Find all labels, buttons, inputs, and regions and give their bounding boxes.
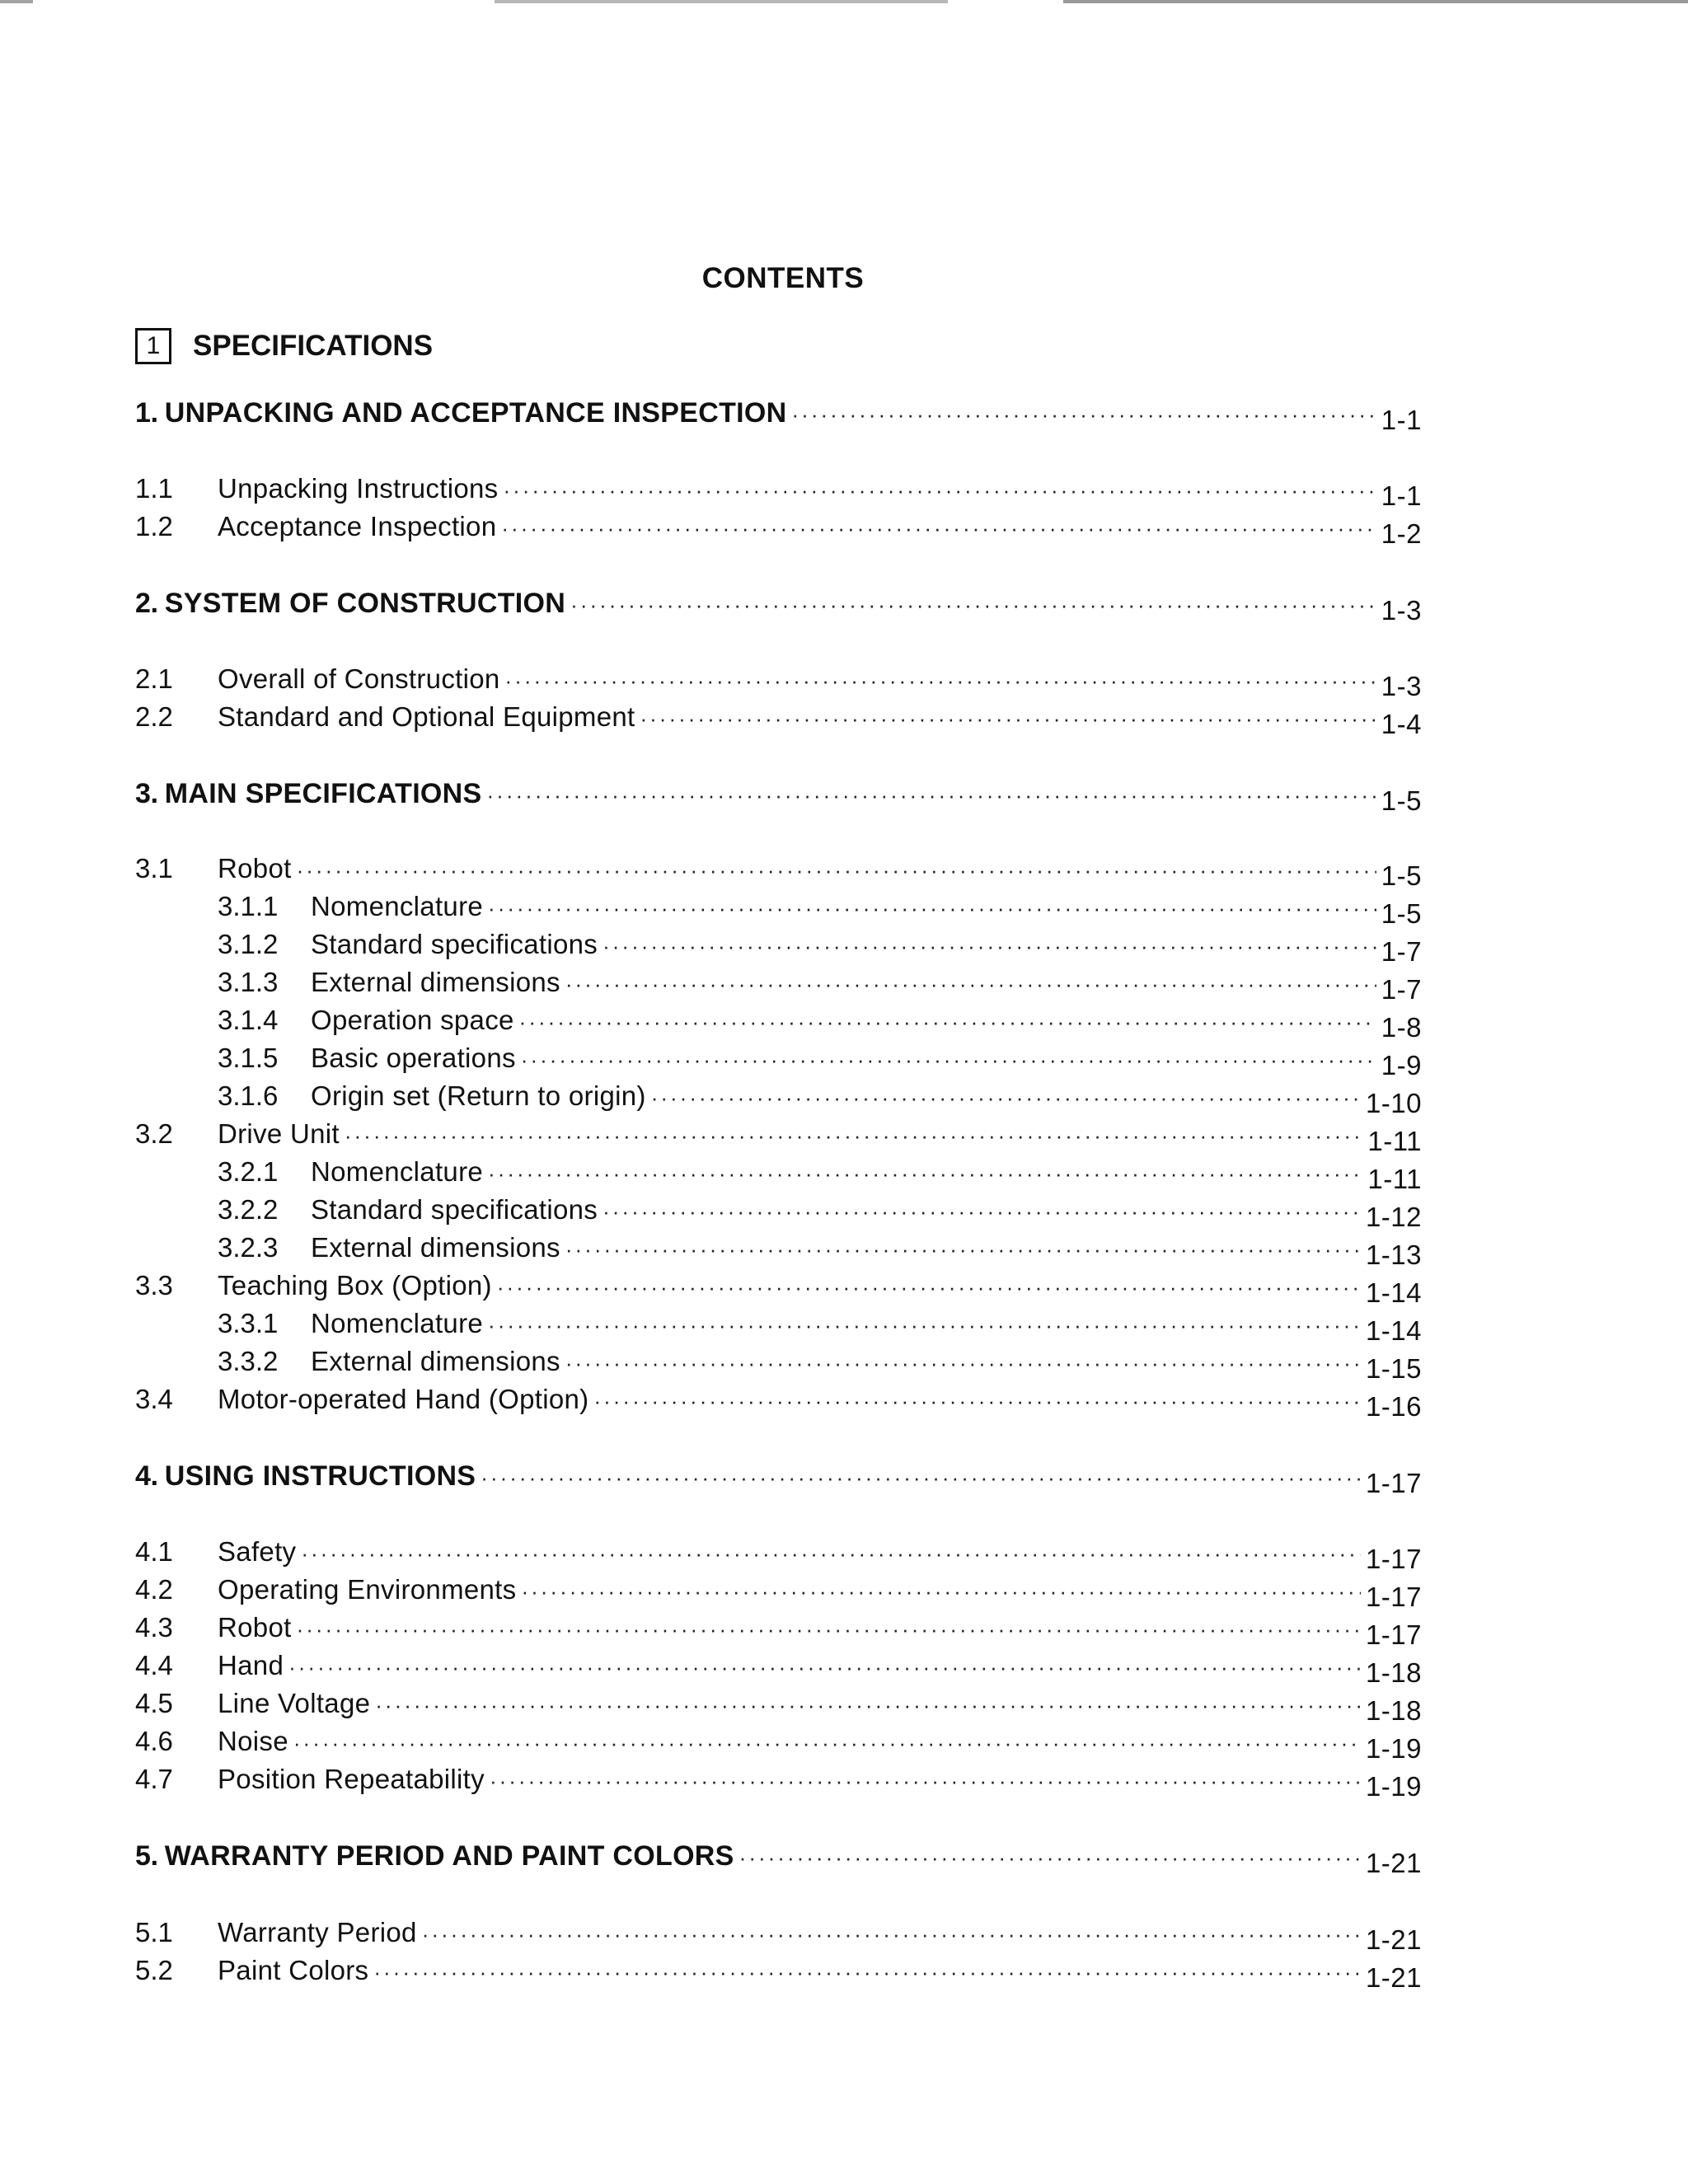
toc-number: 5.: [135, 1840, 158, 1872]
toc-number: 3.1: [135, 853, 173, 883]
toc-number: 3.1.6: [218, 1080, 279, 1111]
toc-label: Nomenclature: [311, 1308, 484, 1338]
toc-number: 1.: [135, 397, 158, 429]
toc-label: Drive Unit: [218, 1118, 340, 1149]
toc-label: SYSTEM OF CONSTRUCTION: [164, 588, 566, 619]
dot-leader: [487, 783, 1376, 808]
toc-page-number: 1-17: [1365, 1619, 1422, 1650]
toc-page-number: 1-2: [1381, 518, 1422, 549]
toc-section-heading[interactable]: [135, 588, 1422, 626]
dot-leader: [297, 1617, 1361, 1643]
toc-number: 3.1.4: [218, 1005, 279, 1035]
dot-leader: [297, 858, 1376, 883]
toc-page-number: 1-19: [1365, 1771, 1422, 1802]
dot-leader: [301, 1541, 1361, 1567]
toc-label: Robot: [218, 1612, 292, 1643]
toc-number: 4.4: [135, 1650, 173, 1680]
toc-page-number: 1-5: [1381, 898, 1422, 929]
toc-subentry[interactable]: [218, 929, 1422, 967]
toc-page-number: 1-11: [1367, 1164, 1422, 1194]
toc-entry[interactable]: [135, 1118, 1422, 1156]
dot-leader: [505, 668, 1376, 694]
toc-number: 4.5: [135, 1688, 173, 1718]
toc-label: MAIN SPECIFICATIONS: [164, 778, 482, 809]
toc-entry[interactable]: [135, 1384, 1422, 1422]
toc-label: Operation space: [311, 1005, 514, 1035]
dot-leader: [651, 1085, 1361, 1111]
toc-subentry[interactable]: [218, 1194, 1422, 1232]
toc-number: 3.2.3: [218, 1232, 279, 1263]
toc-subentry[interactable]: [218, 1156, 1422, 1194]
dot-leader: [792, 402, 1376, 428]
toc-entry[interactable]: [135, 1688, 1422, 1726]
toc-section-heading[interactable]: [135, 1840, 1422, 1878]
toc-page-number: 1-3: [1381, 671, 1422, 701]
toc-entry[interactable]: [135, 1955, 1422, 1993]
toc-page-number: 1-21: [1365, 1848, 1422, 1878]
toc-entry[interactable]: [135, 701, 1422, 739]
toc-entry[interactable]: [135, 473, 1422, 511]
toc-number: 3.1.1: [218, 891, 279, 921]
toc-number: 4.: [135, 1460, 158, 1492]
dot-leader: [503, 478, 1376, 504]
dot-leader: [488, 896, 1376, 921]
toc-page-number: 1-5: [1381, 860, 1422, 891]
dot-leader: [488, 1313, 1361, 1338]
page-title: CONTENTS: [701, 262, 865, 294]
toc-page-number: 1-18: [1365, 1657, 1422, 1688]
toc-page-number: 1-4: [1381, 709, 1422, 739]
dot-leader: [603, 934, 1376, 959]
toc-label: Unpacking Instructions: [218, 473, 499, 504]
dot-leader: [345, 1123, 1363, 1149]
toc-page-number: 1-19: [1365, 1733, 1422, 1764]
toc-number: 1.1: [135, 473, 173, 504]
toc-number: 3.2.2: [218, 1194, 279, 1225]
toc-section-heading[interactable]: [135, 397, 1422, 435]
dot-leader: [481, 1465, 1361, 1491]
dot-leader: [288, 1655, 1361, 1680]
toc-page-number: 1-11: [1367, 1126, 1422, 1156]
toc-label: USING INSTRUCTIONS: [164, 1460, 476, 1492]
toc-label: Position Repeatability: [218, 1764, 485, 1794]
dot-leader: [603, 1199, 1361, 1225]
dot-leader: [521, 1579, 1360, 1605]
toc-label: Standard and Optional Equipment: [218, 701, 635, 732]
toc-number: 5.2: [135, 1955, 173, 1985]
toc-subentry[interactable]: [218, 1308, 1422, 1346]
dot-leader: [739, 1845, 1361, 1871]
toc-entry[interactable]: [135, 511, 1422, 549]
toc-number: 5.1: [135, 1917, 173, 1947]
dot-leader: [422, 1922, 1361, 1947]
toc-entry[interactable]: [135, 1726, 1422, 1764]
toc-entry[interactable]: [135, 1270, 1422, 1308]
toc-number: 3.1.2: [218, 929, 279, 959]
toc-label: External dimensions: [311, 1346, 560, 1376]
dot-leader: [570, 593, 1376, 618]
toc-entry[interactable]: [135, 663, 1422, 701]
toc-page-number: 1-1: [1381, 405, 1422, 435]
toc-page-number: 1-17: [1365, 1544, 1422, 1574]
toc-number: 4.7: [135, 1764, 173, 1794]
toc-page-number: 1-21: [1365, 1962, 1422, 1993]
toc-label: Standard specifications: [311, 1194, 598, 1225]
chapter-heading: [135, 328, 433, 364]
toc-section-heading[interactable]: [135, 1460, 1422, 1498]
toc-entry[interactable]: [135, 853, 1422, 891]
chapter-title: SPECIFICATIONS: [193, 330, 434, 362]
dot-leader: [565, 972, 1376, 997]
toc-page-number: 1-21: [1365, 1924, 1422, 1955]
dot-leader: [501, 516, 1376, 541]
toc-number: 4.6: [135, 1726, 173, 1756]
toc-subentry[interactable]: [218, 967, 1422, 1005]
toc-label: Standard specifications: [311, 929, 598, 959]
toc-number: 2.2: [135, 701, 173, 732]
toc-page-number: 1-3: [1381, 595, 1422, 626]
toc-number: 3.3: [135, 1270, 173, 1301]
toc-page-number: 1-17: [1365, 1468, 1422, 1498]
scan-edge: [0, 0, 1688, 3]
toc-number: 1.2: [135, 511, 173, 541]
toc-subentry[interactable]: [218, 1346, 1422, 1384]
toc-label: Motor-operated Hand (Option): [218, 1384, 589, 1414]
dot-leader: [640, 706, 1376, 732]
toc-entry[interactable]: [135, 1536, 1422, 1574]
dot-leader: [565, 1351, 1361, 1376]
toc-subentry[interactable]: [218, 1005, 1422, 1043]
toc-label: Paint Colors: [218, 1955, 369, 1985]
toc-page-number: 1-8: [1381, 1012, 1422, 1043]
toc-page-number: 1-16: [1365, 1391, 1422, 1422]
toc-label: External dimensions: [311, 1232, 560, 1263]
toc-number: 3.2.1: [218, 1156, 279, 1187]
dot-leader: [497, 1275, 1361, 1301]
toc-label: Warranty Period: [218, 1917, 417, 1947]
toc-label: Operating Environments: [218, 1574, 517, 1605]
dot-leader: [565, 1237, 1361, 1263]
toc-number: 3.3.1: [218, 1308, 279, 1338]
toc-entry[interactable]: [135, 1612, 1422, 1650]
toc-label: Basic operations: [311, 1043, 516, 1073]
toc-number: 3.1.5: [218, 1043, 279, 1073]
toc-page-number: 1-18: [1365, 1695, 1422, 1726]
dot-leader: [519, 1010, 1376, 1035]
dot-leader: [293, 1731, 1361, 1756]
toc-label: Overall of Construction: [218, 663, 500, 694]
dot-leader: [521, 1047, 1376, 1073]
dot-leader: [375, 1693, 1361, 1718]
toc-subentry[interactable]: [218, 1043, 1422, 1080]
toc-page-number: 1-17: [1365, 1582, 1422, 1612]
toc-page-number: 1-10: [1365, 1088, 1422, 1118]
toc-label: Noise: [218, 1726, 288, 1756]
toc-subentry[interactable]: [218, 891, 1422, 929]
toc-page-number: 1-1: [1381, 480, 1422, 511]
toc-label: Nomenclature: [311, 891, 484, 921]
toc-number: 3.3.2: [218, 1346, 279, 1376]
toc-section-heading[interactable]: [135, 778, 1422, 816]
dot-leader: [490, 1769, 1361, 1794]
toc-number: 3.2: [135, 1118, 173, 1149]
toc-number: 3.: [135, 778, 158, 809]
dot-leader: [488, 1161, 1362, 1187]
toc-entry[interactable]: [135, 1917, 1422, 1955]
toc-entry[interactable]: [135, 1574, 1422, 1612]
toc-entry[interactable]: [135, 1650, 1422, 1688]
toc-page-number: 1-9: [1381, 1050, 1422, 1080]
toc-subentry[interactable]: [218, 1080, 1422, 1118]
toc-label: Nomenclature: [311, 1156, 484, 1187]
toc-page-number: 1-5: [1381, 785, 1422, 816]
toc-number: 2.1: [135, 663, 173, 694]
toc-number: 3.1.3: [218, 967, 279, 997]
toc-label: Safety: [218, 1536, 297, 1567]
toc-number: 4.3: [135, 1612, 173, 1643]
toc-number: 4.1: [135, 1536, 173, 1567]
toc-entry[interactable]: [135, 1764, 1422, 1802]
toc-label: Line Voltage: [218, 1688, 371, 1718]
toc-label: External dimensions: [311, 967, 560, 997]
toc-number: 4.2: [135, 1574, 173, 1605]
toc-page-number: 1-12: [1365, 1202, 1422, 1232]
toc-page-number: 1-7: [1381, 936, 1422, 967]
toc-number: 3.4: [135, 1384, 173, 1414]
dot-leader: [593, 1389, 1360, 1414]
toc-page-number: 1-15: [1365, 1353, 1422, 1384]
toc-label: Teaching Box (Option): [218, 1270, 492, 1301]
toc-label: Hand: [218, 1650, 284, 1680]
toc-label: Acceptance Inspection: [218, 511, 497, 541]
toc-page-number: 1-13: [1365, 1240, 1422, 1270]
chapter-number-box: 1: [135, 328, 171, 364]
toc-page-number: 1-14: [1365, 1315, 1422, 1346]
toc-page-number: 1-14: [1365, 1277, 1422, 1308]
toc-label: WARRANTY PERIOD AND PAINT COLORS: [164, 1840, 734, 1872]
toc-label: Origin set (Return to origin): [311, 1080, 646, 1111]
toc-page-number: 1-7: [1381, 974, 1422, 1005]
toc-number: 2.: [135, 588, 158, 619]
toc-subentry[interactable]: [218, 1232, 1422, 1270]
toc-label: UNPACKING AND ACCEPTANCE INSPECTION: [164, 397, 787, 429]
toc-label: Robot: [218, 853, 292, 883]
dot-leader: [373, 1960, 1361, 1985]
